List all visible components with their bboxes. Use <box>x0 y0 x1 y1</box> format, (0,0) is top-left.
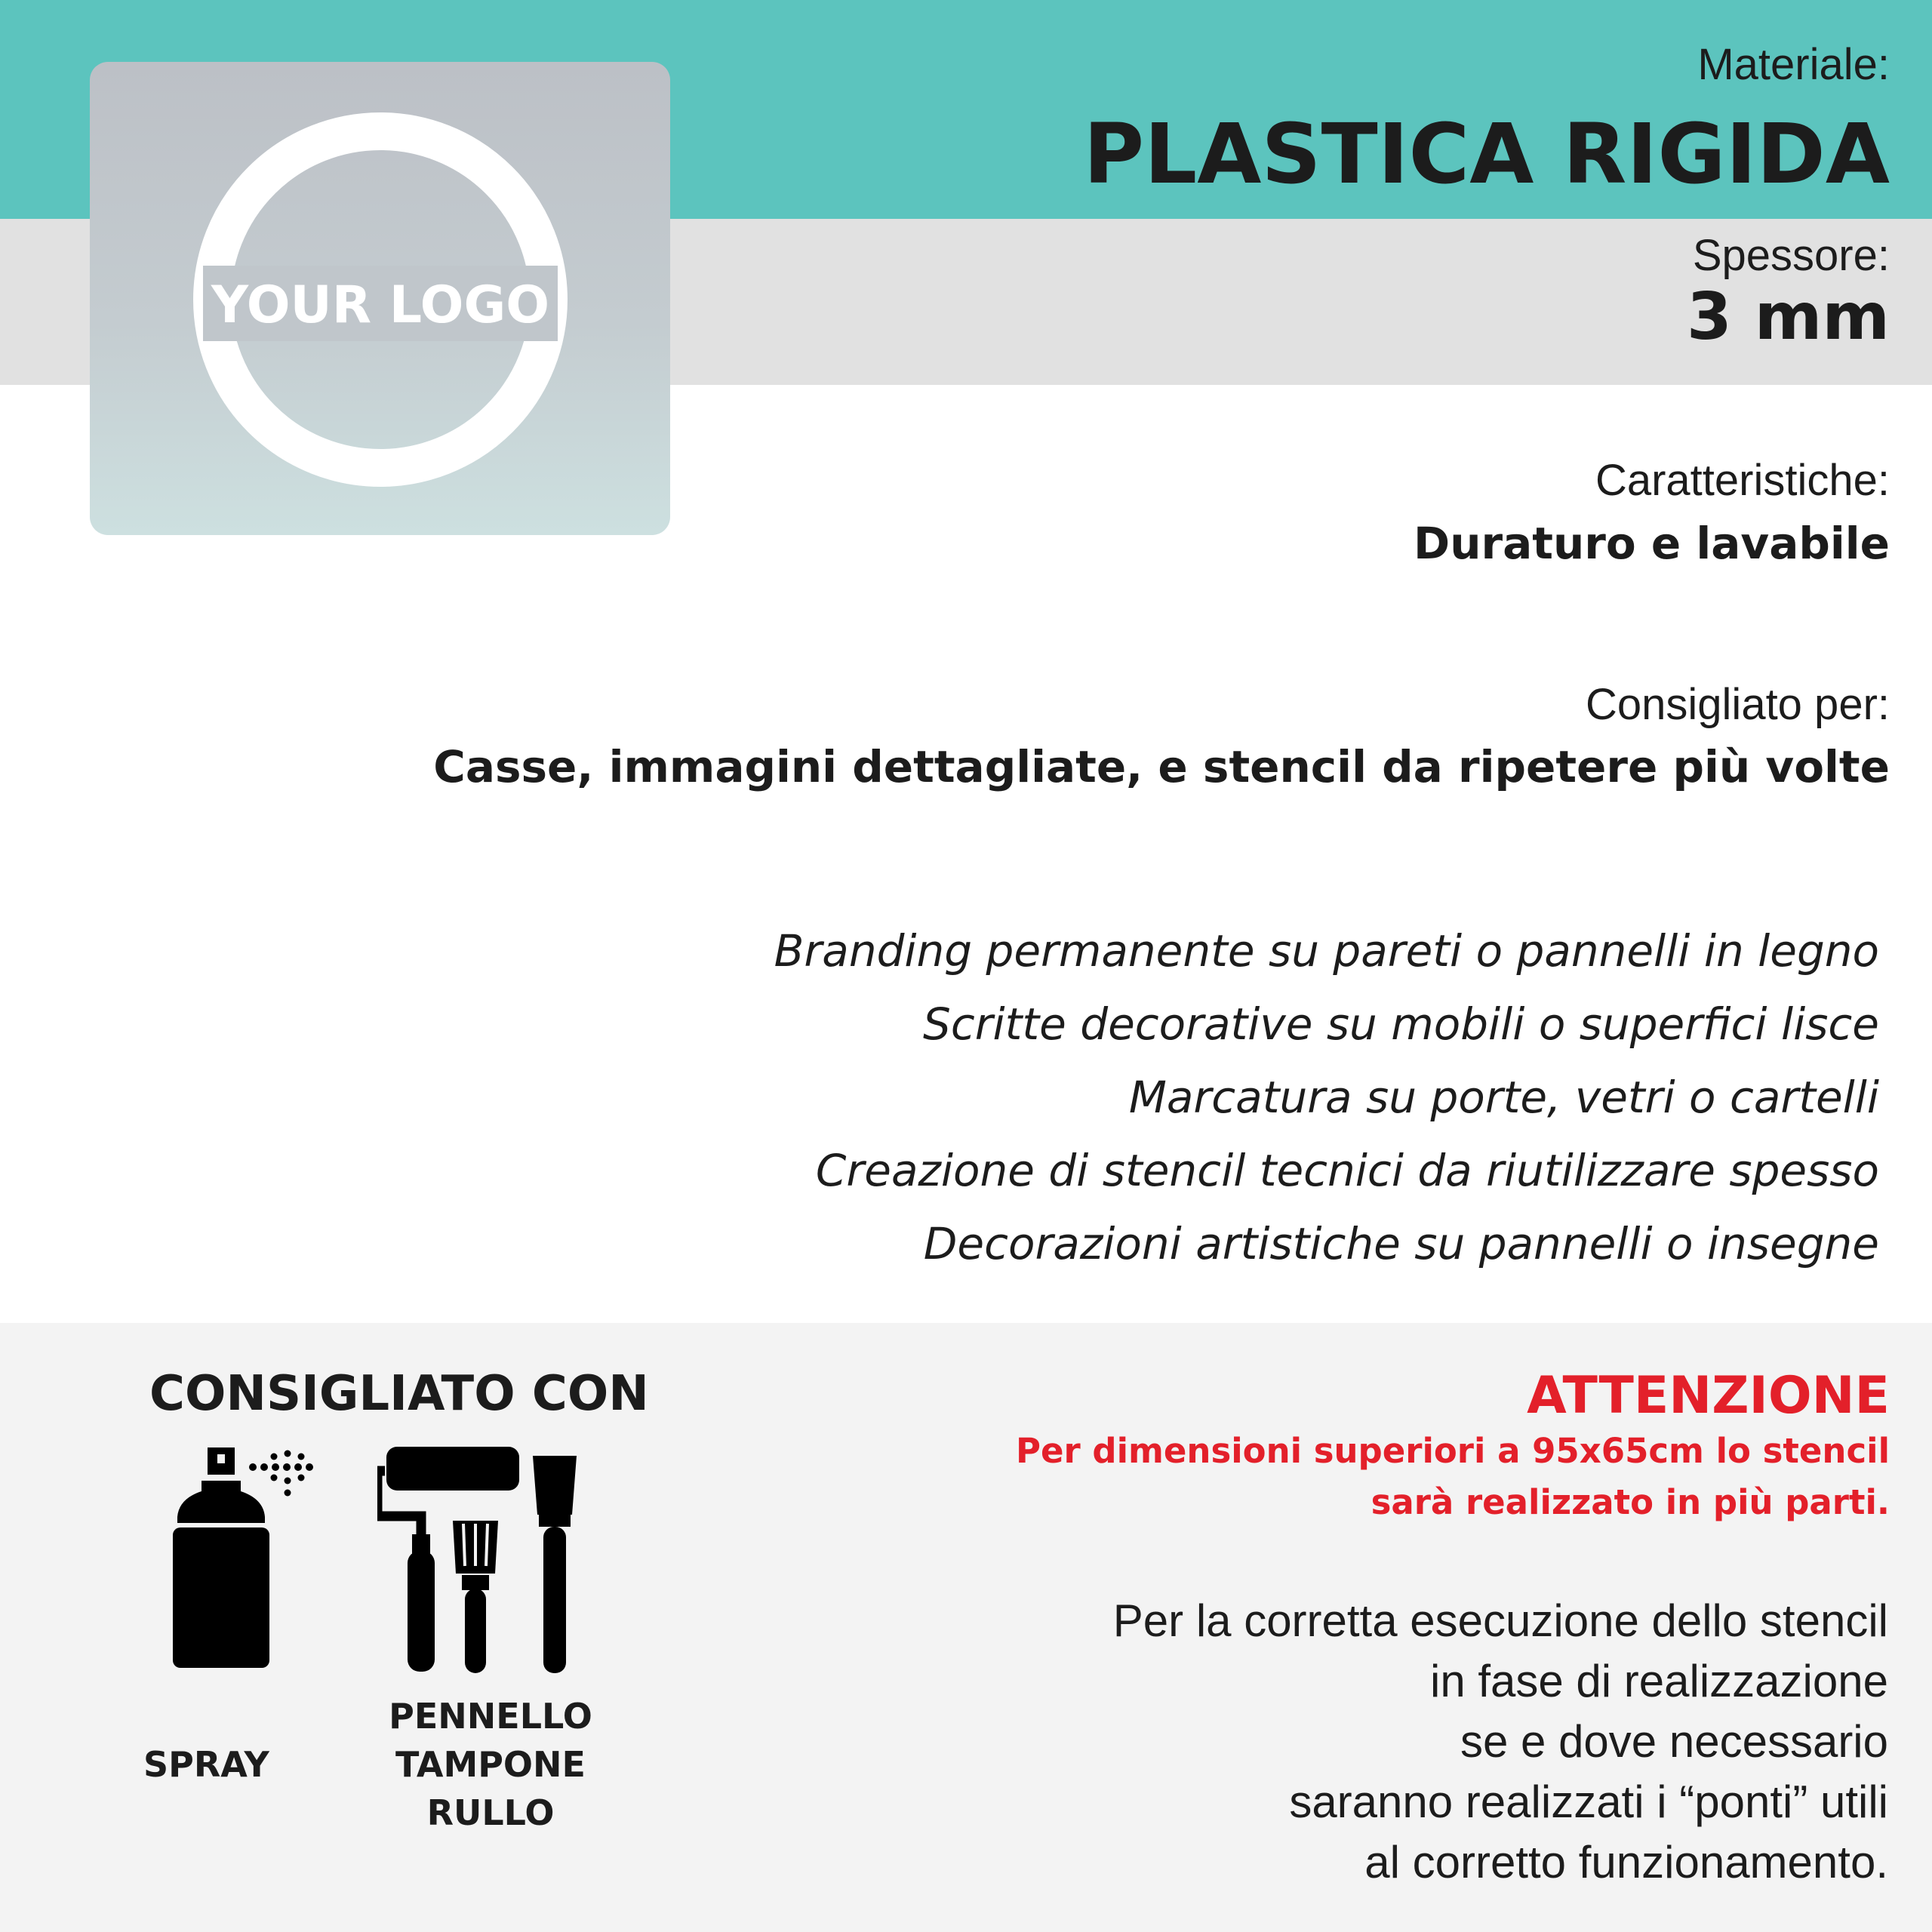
features-value: Duraturo e lavabile <box>1414 518 1890 569</box>
recommended-label: Consigliato per: <box>1586 680 1890 729</box>
tools-label-line: TAMPONE <box>395 1744 586 1785</box>
list-item: Creazione di stencil tecnici da riutilizzare spesso <box>815 1145 1879 1196</box>
recommended-value: Casse, immagini dettagliate, e stencil da ripetere più volte <box>433 741 1890 792</box>
tools-label <box>377 1692 604 1837</box>
note-line: in fase di realizzazione <box>1429 1656 1888 1706</box>
logo-text: YOUR LOGO <box>211 275 550 335</box>
list-item: Branding permanente su pareti o pannelli in legno <box>774 925 1879 977</box>
thickness-label: Spessore: <box>1692 231 1890 280</box>
paint-roller-and-brushes-icon <box>377 1445 604 1675</box>
spray-can-icon <box>162 1447 321 1674</box>
bridge-note <box>1113 1591 1888 1893</box>
tools-label-line: PENNELLO <box>389 1696 592 1737</box>
warning-line: sarà realizzato in più parti. <box>1371 1482 1890 1522</box>
list-item: Marcatura su porte, vetri o cartelli <box>1128 1072 1879 1123</box>
note-line: saranno realizzati i “ponti” utili <box>1289 1777 1888 1827</box>
material-value: PLASTICA RIGIDA <box>1083 106 1890 202</box>
recommended-with-title: CONSIGLIATO CON <box>149 1366 649 1422</box>
logo-stencil-icon <box>90 62 670 535</box>
features-label: Caratteristiche: <box>1595 456 1890 505</box>
list-item: Decorazioni artistiche su pannelli o insegne <box>923 1218 1879 1269</box>
note-line: Per la corretta esecuzione dello stencil <box>1112 1595 1888 1646</box>
material-label: Materiale: <box>1697 40 1890 89</box>
warning-title: ATTENZIONE <box>1527 1366 1890 1426</box>
note-line: al corretto funzionamento. <box>1364 1837 1888 1887</box>
note-line: se e dove necessario <box>1460 1716 1888 1767</box>
spray-label: SPRAY <box>143 1744 269 1785</box>
uses-list <box>774 915 1879 1281</box>
logo-stencil-preview <box>90 62 670 535</box>
tools-label-line: RULLO <box>426 1792 555 1833</box>
list-item: Scritte decorative su mobili o superfici lisce <box>923 998 1879 1050</box>
thickness-value: 3 mm <box>1686 279 1890 355</box>
warning-line: Per dimensioni superiori a 95x65cm lo stencil <box>1016 1431 1890 1471</box>
